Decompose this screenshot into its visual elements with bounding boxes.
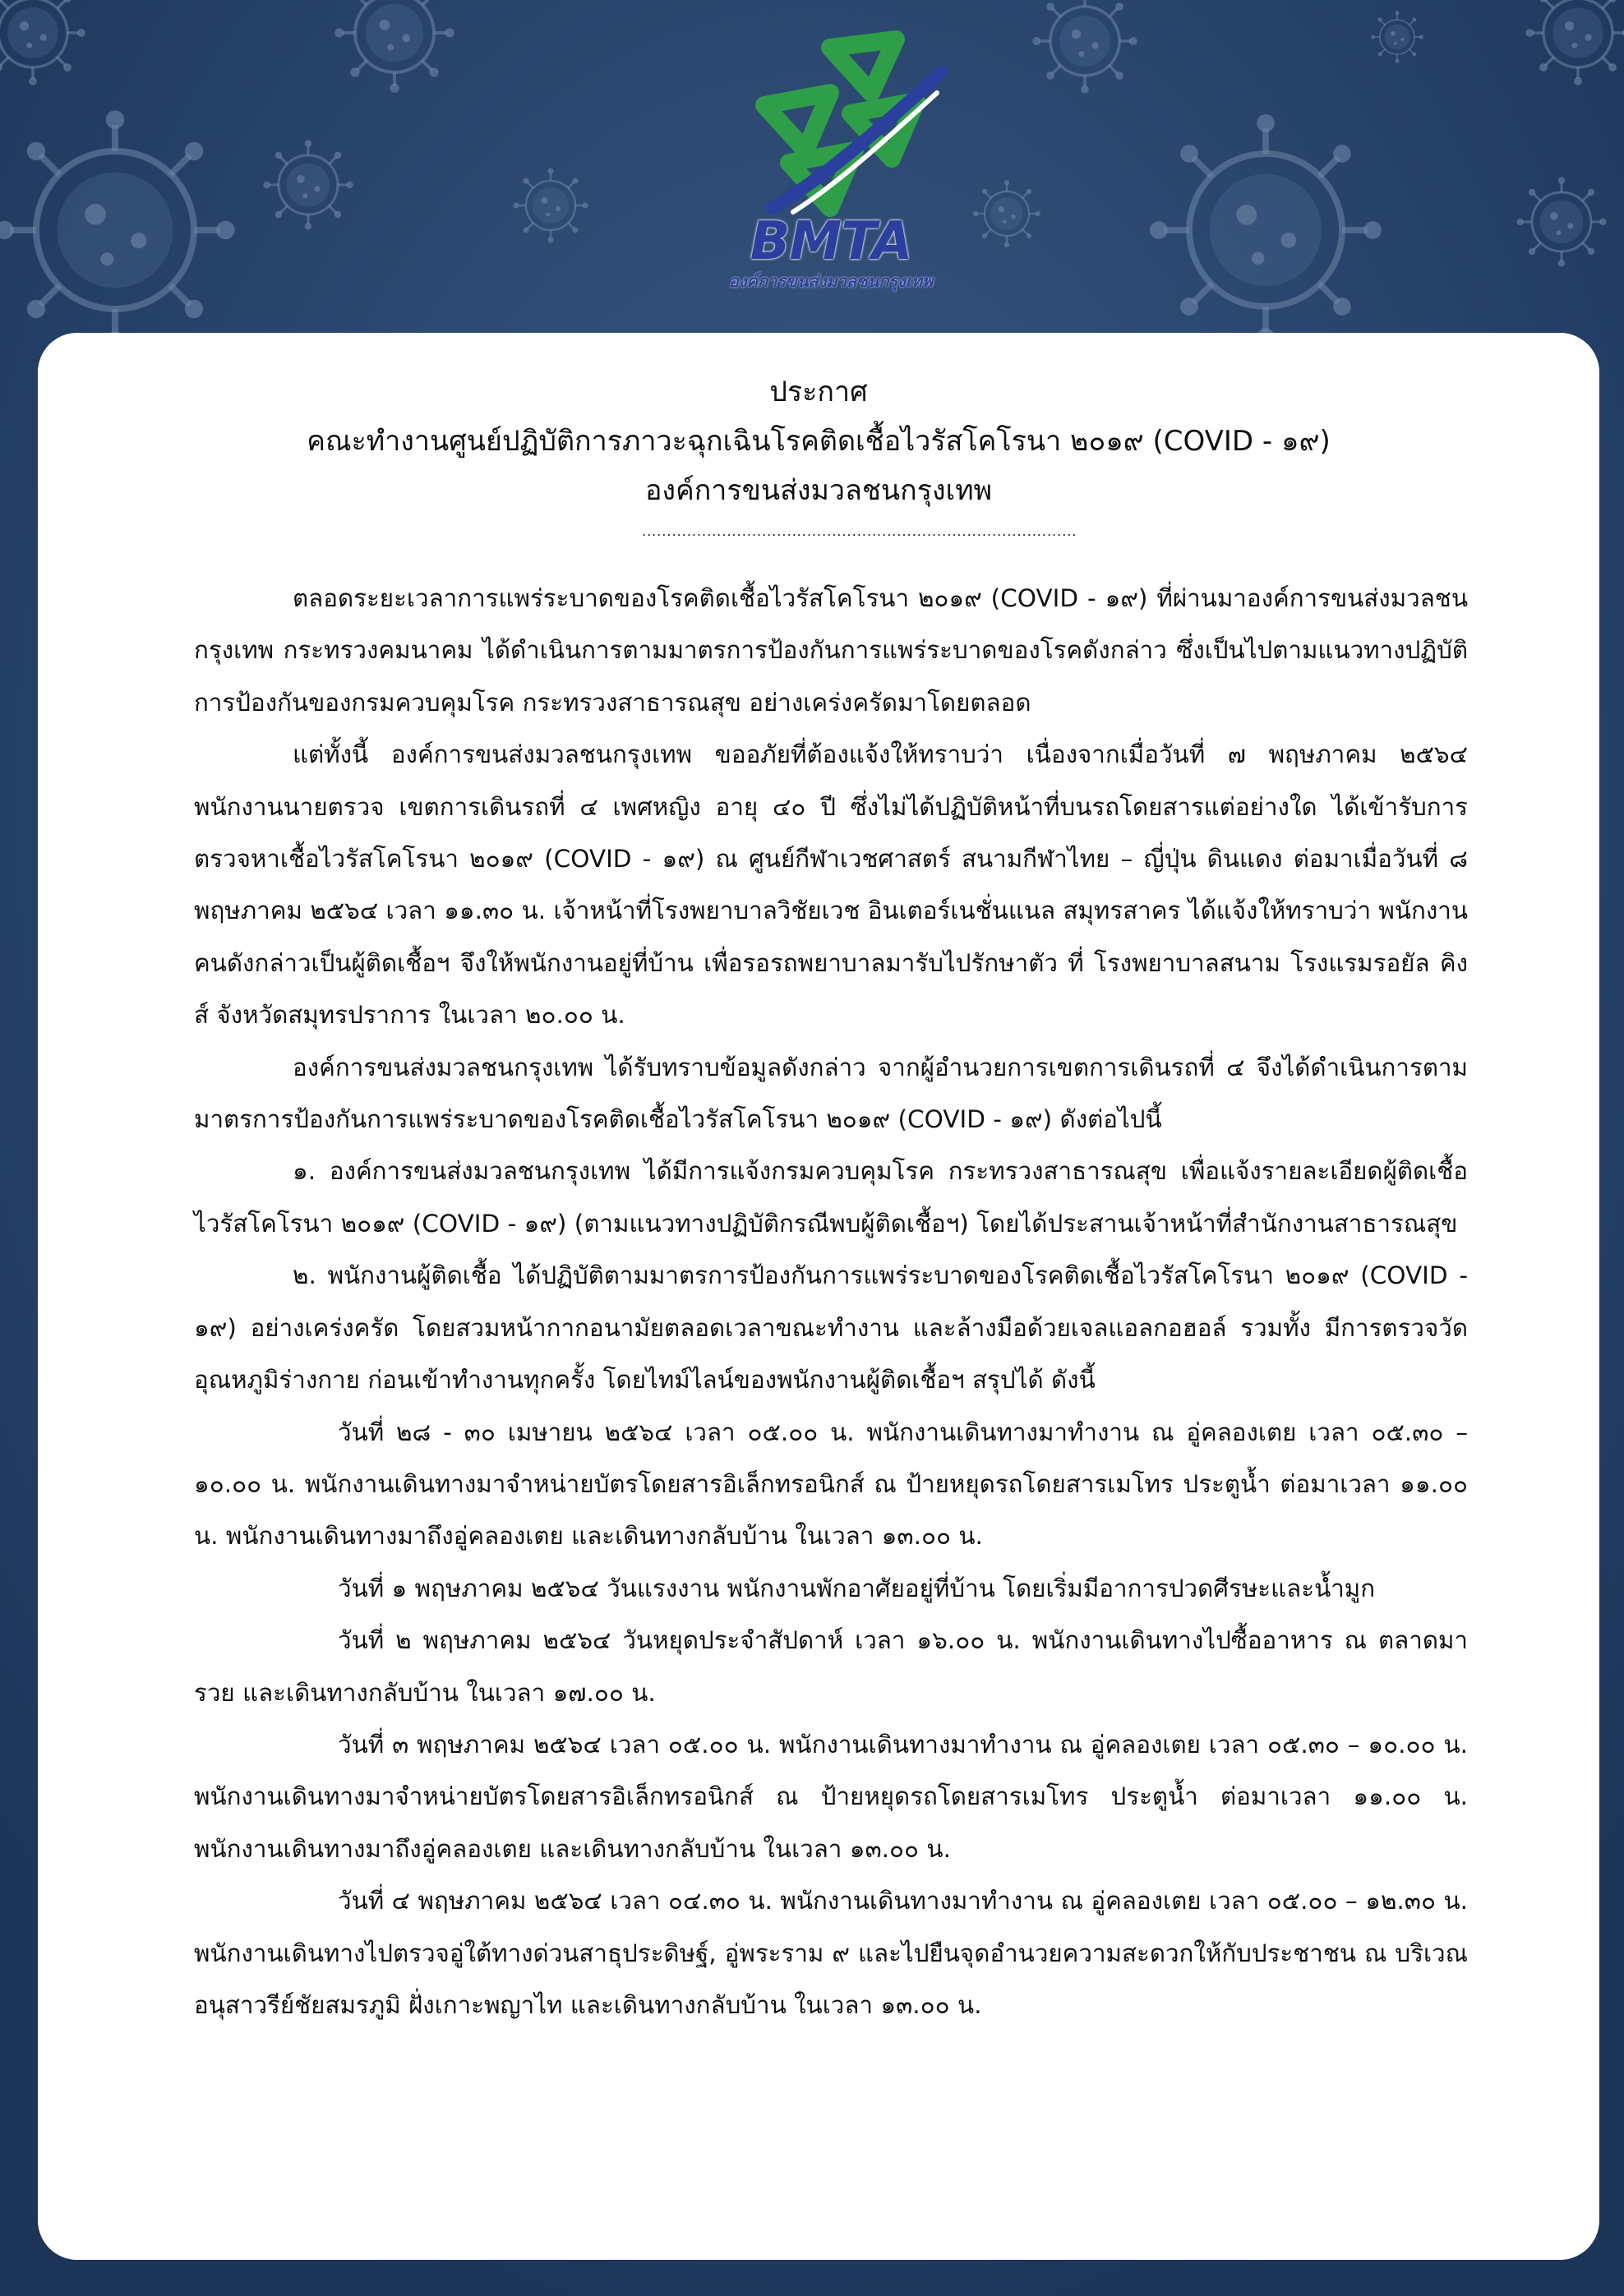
committee-title: คณะทำงานศูนย์ปฏิบัติการภาวะฉุกเฉินโรคติดเชื้อไวรัสโคโรนา ๒๐๑๙ (COVID - ๑๙) xyxy=(307,425,1331,458)
timeline-entry: วันที่ ๔ พฤษภาคม ๒๕๖๔ เวลา ๐๔.๓๐ น. พนักงานเดินทางมาทำงาน ณ อู่คลองเตย เวลา ๐๕.๐๐ – ๑๒.๓๐ น. พนักงานเดินทางไปตรวจอู่ใต้ทางด่วนสาธุประดิษฐ์, อู่พระราม ๙ และไปยืนจุดอำนวยความสะดวกให้กับประชาชน ณ บริเวณอนุสาวรีย์ชัยสมรภูมิ ฝั่งเกาะพญาไท และเดินทางกลับบ้าน ในเวลา ๑๓.๐๐ น. xyxy=(194,1887,1468,2019)
announcement-body xyxy=(194,573,1468,2031)
announcement-card xyxy=(38,333,1599,2260)
paragraph-measures: องค์การขนส่งมวลชนกรุงเทพ ได้รับทราบข้อมูลดังกล่าว จากผู้อำนวยการเขตการเดินรถที่ ๔ จึงได้ดำเนินการตามมาตรการป้องกันการแพร่ระบาดของโรคติดเชื้อไวรัสโคโรนา ๒๐๑๙ (COVID - ๑๙) ดังต่อไปนี้ xyxy=(194,1053,1468,1134)
paragraph-intro: ตลอดระยะเวลาการแพร่ระบาดของโรคติดเชื้อไวรัสโคโรนา ๒๐๑๙ (COVID - ๑๙) ที่ผ่านมาองค์การขนส่งมวลชนกรุงเทพ กระทรวงคมนาคม ได้ดำเนินการตามมาตรการป้องกันการแพร่ระบาดของโรคดังกล่าว ซึ่งเป็นไปตามแนวทางปฏิบัติการป้องกันของกรมควบคุมโรค กระทรวงสาธารณสุข อย่างเคร่งครัดมาโดยตลอด xyxy=(194,584,1468,717)
measure-item-1: ๑. องค์การขนส่งมวลชนกรุงเทพ ได้มีการแจ้งกรมควบคุมโรค กระทรวงสาธารณสุข เพื่อแจ้งรายละเอียดผู้ติดเชื้อไวรัสโคโรนา ๒๐๑๙ (COVID - ๑๙) (ตามแนวทางปฏิบัติกรณีพบผู้ติดเชื้อฯ) โดยได้ประสานเจ้าหน้าที่สำนักงานสาธารณสุข xyxy=(194,1157,1468,1238)
announcement-header xyxy=(38,367,1599,515)
timeline-entry: วันที่ ๓ พฤษภาคม ๒๕๖๔ เวลา ๐๕.๐๐ น. พนักงานเดินทางมาทำงาน ณ อู่คลองเตย เวลา ๐๕.๓๐ – ๑๐.๐๐ น. พนักงานเดินทางมาจำหน่ายบัตรโดยสารอิเล็กทรอนิกส์ ณ ป้ายหยุดรถโดยสารเมโทร ประตูน้ำ ต่อมาเวลา ๑๑.๐๐ น. พนักงานเดินทางมาถึงอู่คลองเตย และเดินทางกลับบ้าน ในเวลา ๑๓.๐๐ น. xyxy=(194,1730,1468,1863)
organization-name: องค์การขนส่งมวลชนกรุงเทพ xyxy=(644,474,993,507)
timeline-entry: วันที่ ๑ พฤษภาคม ๒๕๖๔ วันแรงงาน พนักงานพักอาศัยอยู่ที่บ้าน โดยเริ่มมีอาการปวดศีรษะและน้ำมูก xyxy=(338,1574,1376,1602)
measure-item-2: ๒. พนักงานผู้ติดเชื้อ ได้ปฏิบัติตามมาตรการป้องกันการแพร่ระบาดของโรคติดเชื้อไวรัสโคโรนา ๒๐๑๙ (COVID - ๑๙) อย่างเคร่งครัด โดยสวมหน้ากากอนามัยตลอดเวลาขณะทำงาน และล้างมือด้วยเจลแอลกอฮอล์ รวมทั้ง มีการตรวจวัดอุณหภูมิร่างกาย ก่อนเข้าทำงานทุกครั้ง โดยไทม์ไลน์ของพนักงานผู้ติดเชื้อฯ สรุปได้ ดังนี้ xyxy=(194,1261,1468,1395)
timeline-entry: วันที่ ๒ พฤษภาคม ๒๕๖๔ วันหยุดประจำสัปดาห์ เวลา ๑๖.๐๐ น. พนักงานเดินทางไปซื้ออาหาร ณ ตลาดมารวย และเดินทางกลับบ้าน ในเวลา ๑๗.๐๐ น. xyxy=(194,1626,1468,1707)
timeline-entry: วันที่ ๒๘ - ๓๐ เมษายน ๒๕๖๔ เวลา ๐๕.๐๐ น. พนักงานเดินทางมาทำงาน ณ อู่คลองเตย เวลา ๐๕.๓๐ – ๑๐.๐๐ น. พนักงานเดินทางมาจำหน่ายบัตรโดยสารอิเล็กทรอนิกส์ ณ ป้ายหยุดรถโดยสารเมโทร ประตูน้ำ ต่อมาเวลา ๑๑.๐๐ น. พนักงานเดินทางมาถึงอู่คลองเตย และเดินทางกลับบ้าน ในเวลา ๑๓.๐๐ น. xyxy=(194,1418,1468,1551)
paragraph-incident: แต่ทั้งนี้ องค์การขนส่งมวลชนกรุงเทพ ขออภัยที่ต้องแจ้งให้ทราบว่า เนื่องจากเมื่อวันที่ ๗ พฤษภาคม ๒๕๖๔ พนักงานนายตรวจ เขตการเดินรถที่ ๔ เพศหญิง อายุ ๔๐ ปี ซึ่งไม่ได้ปฏิบัติหน้าที่บนรถโดยสารแต่อย่างใด ได้เข้ารับการตรวจหาเชื้อไวรัสโคโรนา ๒๐๑๙ (COVID - ๑๙) ณ ศูนย์กีฬาเวชศาสตร์ สนามกีฬาไทย – ญี่ปุ่น ดินแดง ต่อมาเมื่อวันที่ ๘ พฤษภาคม ๒๕๖๔ เวลา ๑๑.๓๐ น. เจ้าหน้าที่โรงพยาบาลวิชัยเวช อินเตอร์เนชั่นแนล สมุทรสาคร ได้แจ้งให้ทราบว่า พนักงานคนดังกล่าวเป็นผู้ติดเชื้อฯ จึงให้พนักงานอยู่ที่บ้าน เพื่อรอรถพยาบาลมารับไปรักษาตัว ที่ โรงพยาบาลสนาม โรงแรมรอยัล คิงส์ จังหวัดสมุทรปราการ ในเวลา ๒๐.๐๐ น. xyxy=(194,740,1468,1030)
logo-text: BMTA xyxy=(750,211,912,272)
announcement-heading: ประกาศ xyxy=(769,376,868,408)
logo-subtitle: องค์การขนส่งมวลชนกรุงเทพ xyxy=(728,271,934,291)
title-separator: ....................................................................................... xyxy=(642,523,1077,539)
